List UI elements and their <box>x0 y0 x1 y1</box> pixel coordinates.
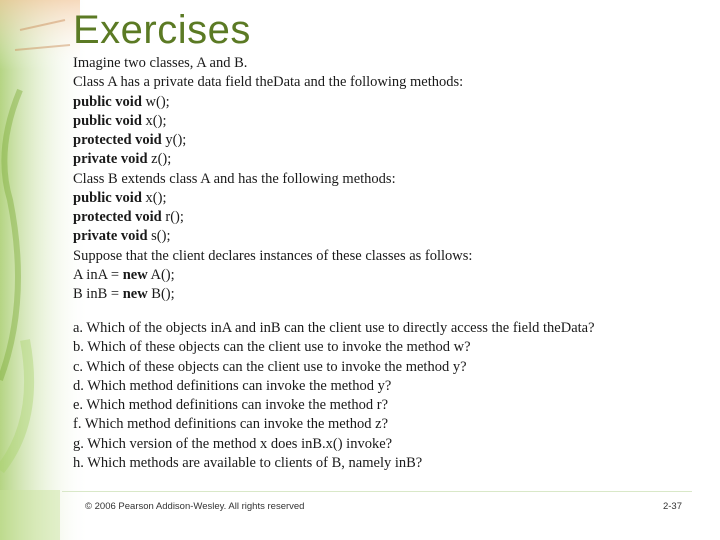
method-signature: x(); <box>141 189 167 206</box>
question-list <box>73 319 693 473</box>
declaration-suffix: B(); <box>147 286 175 302</box>
class-b-description: Class B extends class A and has the following methods: <box>73 170 396 187</box>
declaration-a <box>73 266 673 285</box>
question-item: a. Which of the objects inA and inB can the client use to directly access the field theData? <box>73 320 595 336</box>
method-signature: r(); <box>161 209 184 225</box>
method-keyword: protected void <box>73 209 162 225</box>
slide-title: Exercises <box>73 8 251 52</box>
question-item: d. Which method definitions can invoke the method y? <box>73 377 392 394</box>
method-keyword: private void <box>73 151 148 168</box>
copyright-footer: © 2006 Pearson Addison-Wesley. All rights reserved <box>85 501 305 512</box>
class-a-description: Class A has a private data field theData and the following methods: <box>73 74 464 91</box>
question-item: h. Which methods are available to clients of B, namely inB? <box>73 454 423 471</box>
footer-divider <box>62 491 692 492</box>
declaration-prefix: A inA = <box>73 266 123 283</box>
client-description: Suppose that the client declares instances of these classes as follows: <box>73 247 473 264</box>
page-number: 2-37 <box>662 501 682 512</box>
method-keyword: public void <box>73 112 142 129</box>
exercise-body <box>73 54 673 304</box>
new-keyword: new <box>122 286 148 302</box>
method-keyword: private void <box>73 228 148 245</box>
method-signature: x(); <box>141 112 167 129</box>
method-signature: w(); <box>141 93 170 110</box>
class-a-method <box>73 112 673 131</box>
declaration-suffix: A(); <box>147 266 175 283</box>
method-signature: y(); <box>161 132 187 148</box>
method-signature: z(); <box>147 151 172 168</box>
question-item: f. Which method definitions can invoke the method z? <box>73 416 389 433</box>
method-keyword: protected void <box>73 132 162 148</box>
declaration-b <box>73 285 673 304</box>
class-b-method <box>73 227 673 246</box>
question-item: c. Which of these objects can the client use to invoke the method y? <box>73 358 467 375</box>
class-b-method <box>73 208 673 227</box>
new-keyword: new <box>122 266 148 283</box>
class-a-method <box>73 150 673 169</box>
class-b-method <box>73 189 673 208</box>
declaration-prefix: B inB = <box>73 286 123 302</box>
question-item: b. Which of these objects can the client use to invoke the method w? <box>73 339 471 356</box>
intro-line: Imagine two classes, A and B. <box>73 55 248 71</box>
question-item: g. Which version of the method x does inB.x() invoke? <box>73 435 393 452</box>
method-keyword: public void <box>73 93 142 110</box>
method-keyword: public void <box>73 189 142 206</box>
question-item: e. Which method definitions can invoke the method r? <box>73 397 389 413</box>
class-a-method <box>73 131 673 150</box>
class-a-method <box>73 93 673 112</box>
method-signature: s(); <box>147 228 171 245</box>
